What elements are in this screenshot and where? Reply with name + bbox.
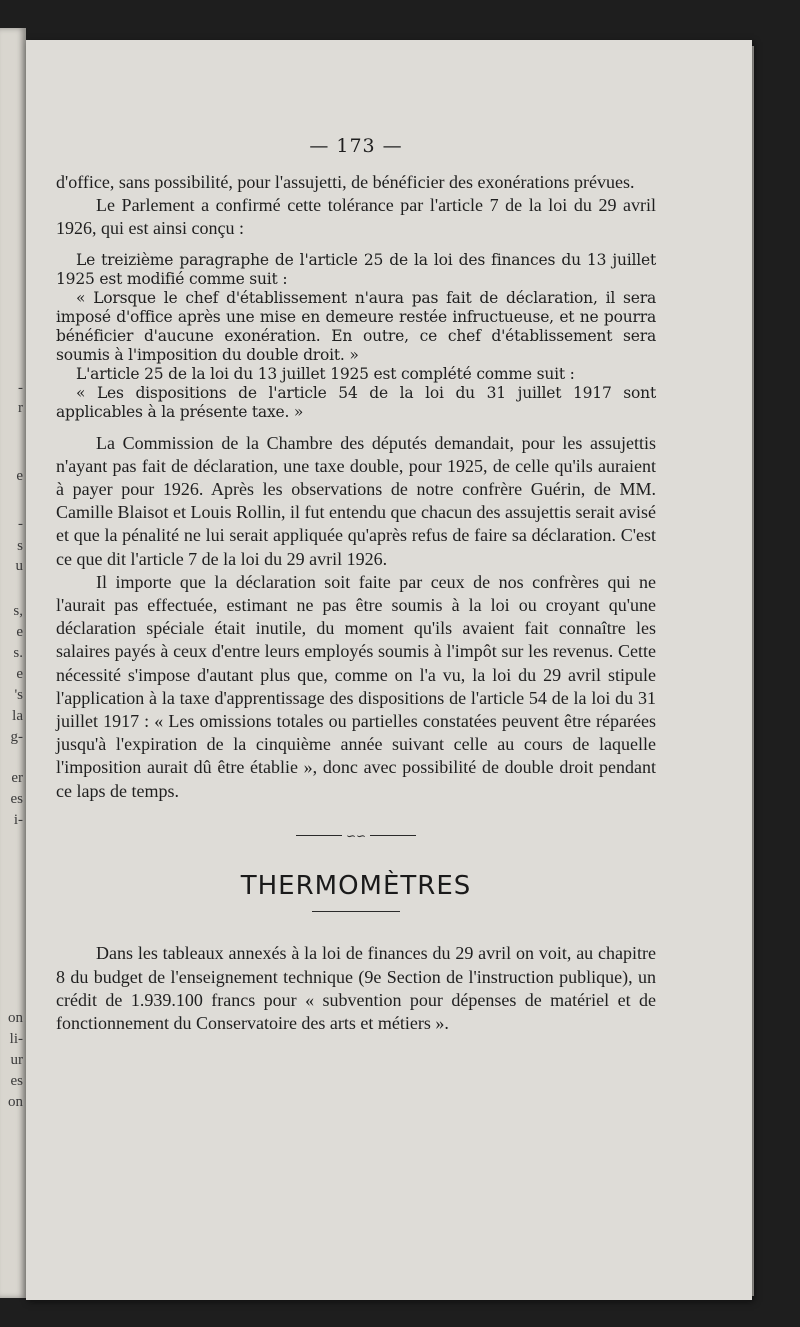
left-page-fragment: i- <box>13 812 23 828</box>
paragraph: La Commission de la Chambre des députés demandait, pour les assujettis n'ayant pas fait de déclaration, une taxe double, pour 1925, de celle qu'ils auraient à payer pour 1926. Après les observations de notre confrère Guérin, de MM. Camille Blaisot et Louis Rollin, il fut entendu que chacun des assujettis serait avisé et que la pénalité ne lui serait appliquée qu'après refus de faire sa déclaration. C'est ce que dit l'article 7 de la loi du 29 avril 1926. <box>56 432 656 569</box>
paragraph: Dans les tableaux annexés à la loi de finances du 29 avril on voit, au chapitre 8 du budget de l'enseignement technique (9e Section de l'instruction publique), un crédit de 1.939.100 francs pour « subvention pour dépenses de matériel et de fonctionnement du Conservatoire des arts et métiers ». <box>56 943 656 1033</box>
left-page-fragment: es <box>10 1073 23 1089</box>
page-number: — 173 — <box>309 135 403 157</box>
left-page-fragment: - <box>18 516 23 532</box>
book-page <box>26 40 752 1300</box>
left-page-fragment: er <box>11 770 23 786</box>
section-heading: THERMOMÈTRES <box>240 870 472 901</box>
left-page-fragment: e <box>16 468 23 484</box>
paragraph: d'office, sans possibilité, pour l'assujetti, de bénéficier des exonérations prévues. <box>56 172 635 192</box>
page-content <box>56 135 656 1035</box>
left-page-fragment: la <box>12 708 23 724</box>
law-quotation <box>56 251 656 422</box>
left-page-fragment: on <box>8 1010 23 1026</box>
facing-page-edge <box>0 28 26 1298</box>
quote-paragraph: « Les dispositions de l'article 54 de la loi du 31 juillet 1917 sont applicables à la présente taxe. » <box>56 383 656 421</box>
left-page-fragment: es <box>10 791 23 807</box>
left-page-fragment: li- <box>9 1031 23 1047</box>
left-page-fragment: s, <box>13 603 23 619</box>
quote-paragraph: Le treizième paragraphe de l'article 25 de la loi des finances du 13 juillet 1925 est modifié comme suit : <box>56 250 656 288</box>
heading-underline <box>312 911 400 913</box>
paragraph: Le Parlement a confirmé cette tolérance par l'article 7 de la loi du 29 avril 1926, qui est ainsi conçu : <box>56 195 656 239</box>
left-page-fragment: - <box>18 380 23 396</box>
left-page-fragment: e <box>16 666 23 682</box>
left-page-fragment: s <box>17 538 23 554</box>
left-page-fragment: on <box>8 1094 23 1110</box>
left-page-fragment: s. <box>13 645 23 661</box>
quote-paragraph: L'article 25 de la loi du 13 juillet 1925 est complété comme suit : <box>76 364 575 383</box>
paragraph: Il importe que la déclaration soit faite par ceux de nos confrères qui ne l'aurait pas effectuée, estimant ne pas être soumis à la loi ou croyant qu'une déclaration spéciale était inutile, du moment qu'ils avaient fait connaître les salaires payés à ceux d'entre leurs employés soumis à l'impôt sur les revenus. Cette nécessité s'impose d'autant plus que, comme on l'a vu, la loi du 29 avril stipule l'application à la taxe d'apprentissage des dispositions de l'article 54 de la loi du 31 juillet 1917 : « Les omissions totales ou partielles constatées peuvent être réparées jusqu'à l'expiration de la cinquième année suivant celle au cours de laquelle l'imposition aurait dû être établie », donc avec possibilité de double droit pendant ce laps de temps. <box>56 571 656 801</box>
left-page-fragment: g- <box>10 729 23 745</box>
left-page-fragment: r <box>18 400 23 416</box>
section-divider-ornament: ∽∽ <box>296 829 416 843</box>
left-page-fragment: 's <box>14 687 23 703</box>
left-page-fragment: e <box>16 624 23 640</box>
quote-paragraph: « Lorsque le chef d'établissement n'aura pas fait de déclaration, il sera imposé d'office après une mise en demeure restée infructueuse, et ne pourra bénéficier d'aucune exonération. En outre, ce chef d'établissement sera soumis à l'imposition du double droit. » <box>56 288 656 364</box>
left-page-fragment: ur <box>10 1052 23 1068</box>
left-page-fragment: u <box>15 558 23 574</box>
